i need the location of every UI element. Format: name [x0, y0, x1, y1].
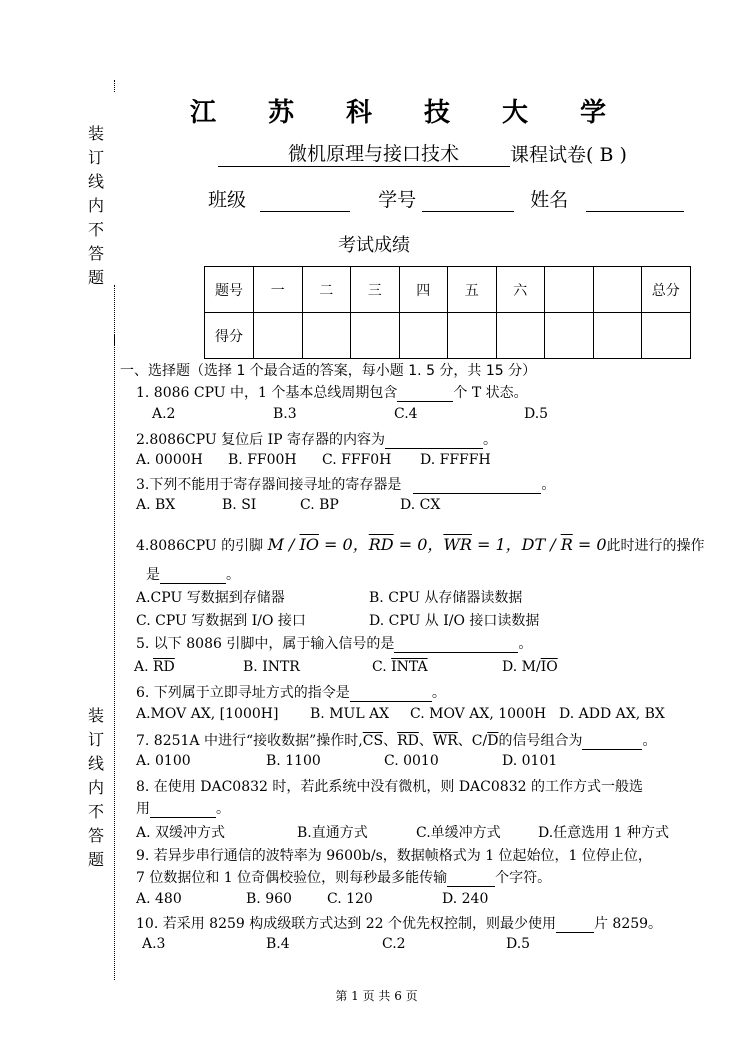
- score-cell[interactable]: [351, 313, 400, 359]
- question-9: 9. 若异步串行通信的波特率为 9600b/s，数据帧格式为 1 位起始位，1 位停止位，: [136, 848, 652, 864]
- course-title: [218, 140, 627, 167]
- question-4-cont: 是 。: [146, 567, 240, 583]
- option-c[interactable]: C.4: [394, 406, 418, 422]
- answer-blank[interactable]: [582, 731, 642, 750]
- option-c[interactable]: C. MOV AX, 1000H: [410, 706, 547, 722]
- answer-blank[interactable]: [394, 634, 518, 653]
- question-6: 6. 下列属于立即寻址方式的指令是 。: [136, 685, 446, 701]
- score-cell: 六: [496, 267, 545, 313]
- option-b[interactable]: B.4: [266, 936, 290, 952]
- score-cell: 二: [302, 267, 351, 313]
- score-cell: [545, 267, 594, 313]
- option-b[interactable]: B. INTR: [243, 659, 300, 675]
- option-a[interactable]: A. $\overline{RD}$: [134, 659, 175, 675]
- option-b[interactable]: B.直通方式: [297, 825, 368, 841]
- option-a[interactable]: A. 0000H: [136, 452, 203, 468]
- answer-blank[interactable]: [150, 799, 216, 818]
- question-9-cont: 7 位数据位和 1 位奇偶校验位，则每秒最多能传输 个字符。: [136, 870, 552, 886]
- name-field[interactable]: [586, 193, 684, 212]
- option-c[interactable]: C. 120: [327, 891, 373, 907]
- option-d[interactable]: D. FFFFH: [420, 452, 491, 468]
- option-a[interactable]: A. 双缓冲方式: [136, 825, 226, 841]
- option-b[interactable]: B.3: [273, 406, 297, 422]
- option-c[interactable]: C. INTA: [372, 659, 428, 675]
- score-cell: 五: [448, 267, 497, 313]
- university-title: 江 苏 科 技 大 学: [190, 98, 607, 128]
- section-1-title: 一、选择题（选择 1 个最合适的答案，每小题 1. 5 分，共 15 分）: [120, 363, 537, 379]
- option-a[interactable]: A.3: [142, 936, 166, 952]
- pin-state-expression: $M / \overline{IO} = 0$，$\overline{RD} = 0$，$\overline{WR} = 1$，DT / $\overline{R} = 0$: [267, 535, 607, 554]
- question-5: 5. 以下 8086 引脚中，属于输入信号的是 。: [136, 636, 533, 652]
- score-cell: 得分: [205, 313, 254, 359]
- option-a[interactable]: A. 480: [136, 891, 182, 907]
- option-c[interactable]: C. BP: [300, 497, 339, 513]
- score-cell[interactable]: [254, 313, 303, 359]
- question-1: 1. 8086 CPU 中，1 个基本总线周期包含 个 T 状态。: [136, 385, 528, 401]
- score-cell: 三: [351, 267, 400, 313]
- grade-label: 考试成绩: [338, 235, 410, 256]
- score-cell[interactable]: [545, 313, 594, 359]
- option-d[interactable]: D.任意选用 1 种方式: [538, 825, 669, 841]
- binding-line-lower: [114, 335, 115, 980]
- answer-blank[interactable]: [385, 430, 483, 449]
- answer-blank[interactable]: [397, 383, 453, 402]
- question-8-cont: 用 。: [136, 801, 230, 817]
- score-cell: 题号: [205, 267, 254, 313]
- score-cell: 四: [399, 267, 448, 313]
- margin-note-top: 装 订 线 内 不 答 题: [87, 124, 104, 287]
- course-name-underline: [218, 143, 510, 167]
- option-c[interactable]: C. FFF0H: [322, 452, 392, 468]
- class-field[interactable]: [260, 193, 350, 212]
- student-id-label: 学号: [378, 189, 417, 211]
- score-cell: [593, 267, 642, 313]
- score-cell[interactable]: [496, 313, 545, 359]
- score-cell[interactable]: [642, 313, 691, 359]
- question-7: 7. 8251A 中进行“接收数据”操作时$,\overline{CS}$、$\overline{RD}$、$\overline{WR}$、$C/\overline{D}$的信号组合为 。: [136, 733, 657, 749]
- question-4: 4.8086CPU 的引脚 $M / \overline{IO} = 0$，$\overline{RD} = 0$，$\overline{WR} = 1$，DT / $\overline{R} = 0$此时进行的操作: [136, 535, 705, 554]
- option-d[interactable]: D. CX: [400, 497, 441, 513]
- score-cell[interactable]: [302, 313, 351, 359]
- option-d[interactable]: D. 0101: [502, 753, 558, 769]
- option-c[interactable]: C. 0010: [384, 753, 439, 769]
- question-2: 2.8086CPU 复位后 IP 寄存器的内容为 。: [136, 432, 497, 448]
- score-cell: 总分: [642, 267, 691, 313]
- score-table-header-row: [205, 267, 691, 313]
- question-3: 3.下列不能用于寄存器间接寻址的寄存器是 。: [136, 477, 556, 493]
- option-d[interactable]: D. CPU 从 I/O 接口读数据: [369, 613, 540, 629]
- score-cell: 一: [254, 267, 303, 313]
- option-b[interactable]: B. CPU 从存储器读数据: [369, 590, 523, 606]
- option-b[interactable]: B. 960: [246, 891, 292, 907]
- course-name: 微机原理与接口技术: [288, 143, 460, 165]
- option-a[interactable]: A.CPU 写数据到存储器: [136, 590, 285, 606]
- class-label: 班级: [208, 189, 247, 211]
- option-d[interactable]: D.5: [524, 406, 549, 422]
- student-id-field[interactable]: [422, 193, 514, 212]
- score-cell[interactable]: [399, 313, 448, 359]
- page-footer: 第 1 页 共 6 页: [335, 989, 418, 1003]
- option-d[interactable]: D.5: [506, 936, 531, 952]
- name-label: 姓名: [530, 189, 569, 211]
- question-8: 8. 在使用 DAC0832 时，若此系统中没有微机，则 DAC0832 的工作方式一般选: [136, 779, 643, 795]
- answer-blank[interactable]: [556, 914, 594, 933]
- exam-paper-label: 课程试卷( B ): [510, 144, 627, 166]
- binding-line-top: [114, 80, 115, 92]
- option-b[interactable]: B. SI: [222, 497, 257, 513]
- option-a[interactable]: A. BX: [136, 497, 176, 513]
- score-table-score-row: [205, 313, 691, 359]
- answer-blank[interactable]: [350, 683, 432, 702]
- option-d[interactable]: D. ADD AX, BX: [559, 706, 665, 722]
- score-table: [204, 266, 691, 359]
- option-d[interactable]: D. $M/\overline{IO}$: [502, 659, 558, 675]
- option-c[interactable]: C.单缓冲方式: [416, 825, 501, 841]
- option-c[interactable]: C. CPU 写数据到 I/O 接口: [136, 613, 306, 629]
- question-10: 10. 若采用 8259 构成级联方式达到 22 个优先权控制，则最少使用 片 8259。: [136, 916, 663, 932]
- option-a[interactable]: A.MOV AX, [1000H]: [136, 706, 279, 722]
- option-c[interactable]: C.2: [382, 936, 406, 952]
- option-a[interactable]: A. 0100: [136, 753, 191, 769]
- option-d[interactable]: D. 240: [442, 891, 489, 907]
- score-cell[interactable]: [593, 313, 642, 359]
- answer-blank[interactable]: [413, 475, 541, 494]
- score-cell[interactable]: [448, 313, 497, 359]
- answer-blank[interactable]: [447, 868, 495, 887]
- margin-note-bottom: 装 订 线 内 不 答 题: [87, 706, 104, 869]
- option-b[interactable]: B. FF00H: [228, 452, 297, 468]
- option-b[interactable]: B. 1100: [266, 753, 321, 769]
- answer-blank[interactable]: [160, 565, 226, 584]
- student-info-row: [208, 185, 684, 212]
- option-a[interactable]: A.2: [152, 406, 176, 422]
- option-b[interactable]: B. MUL AX: [310, 706, 390, 722]
